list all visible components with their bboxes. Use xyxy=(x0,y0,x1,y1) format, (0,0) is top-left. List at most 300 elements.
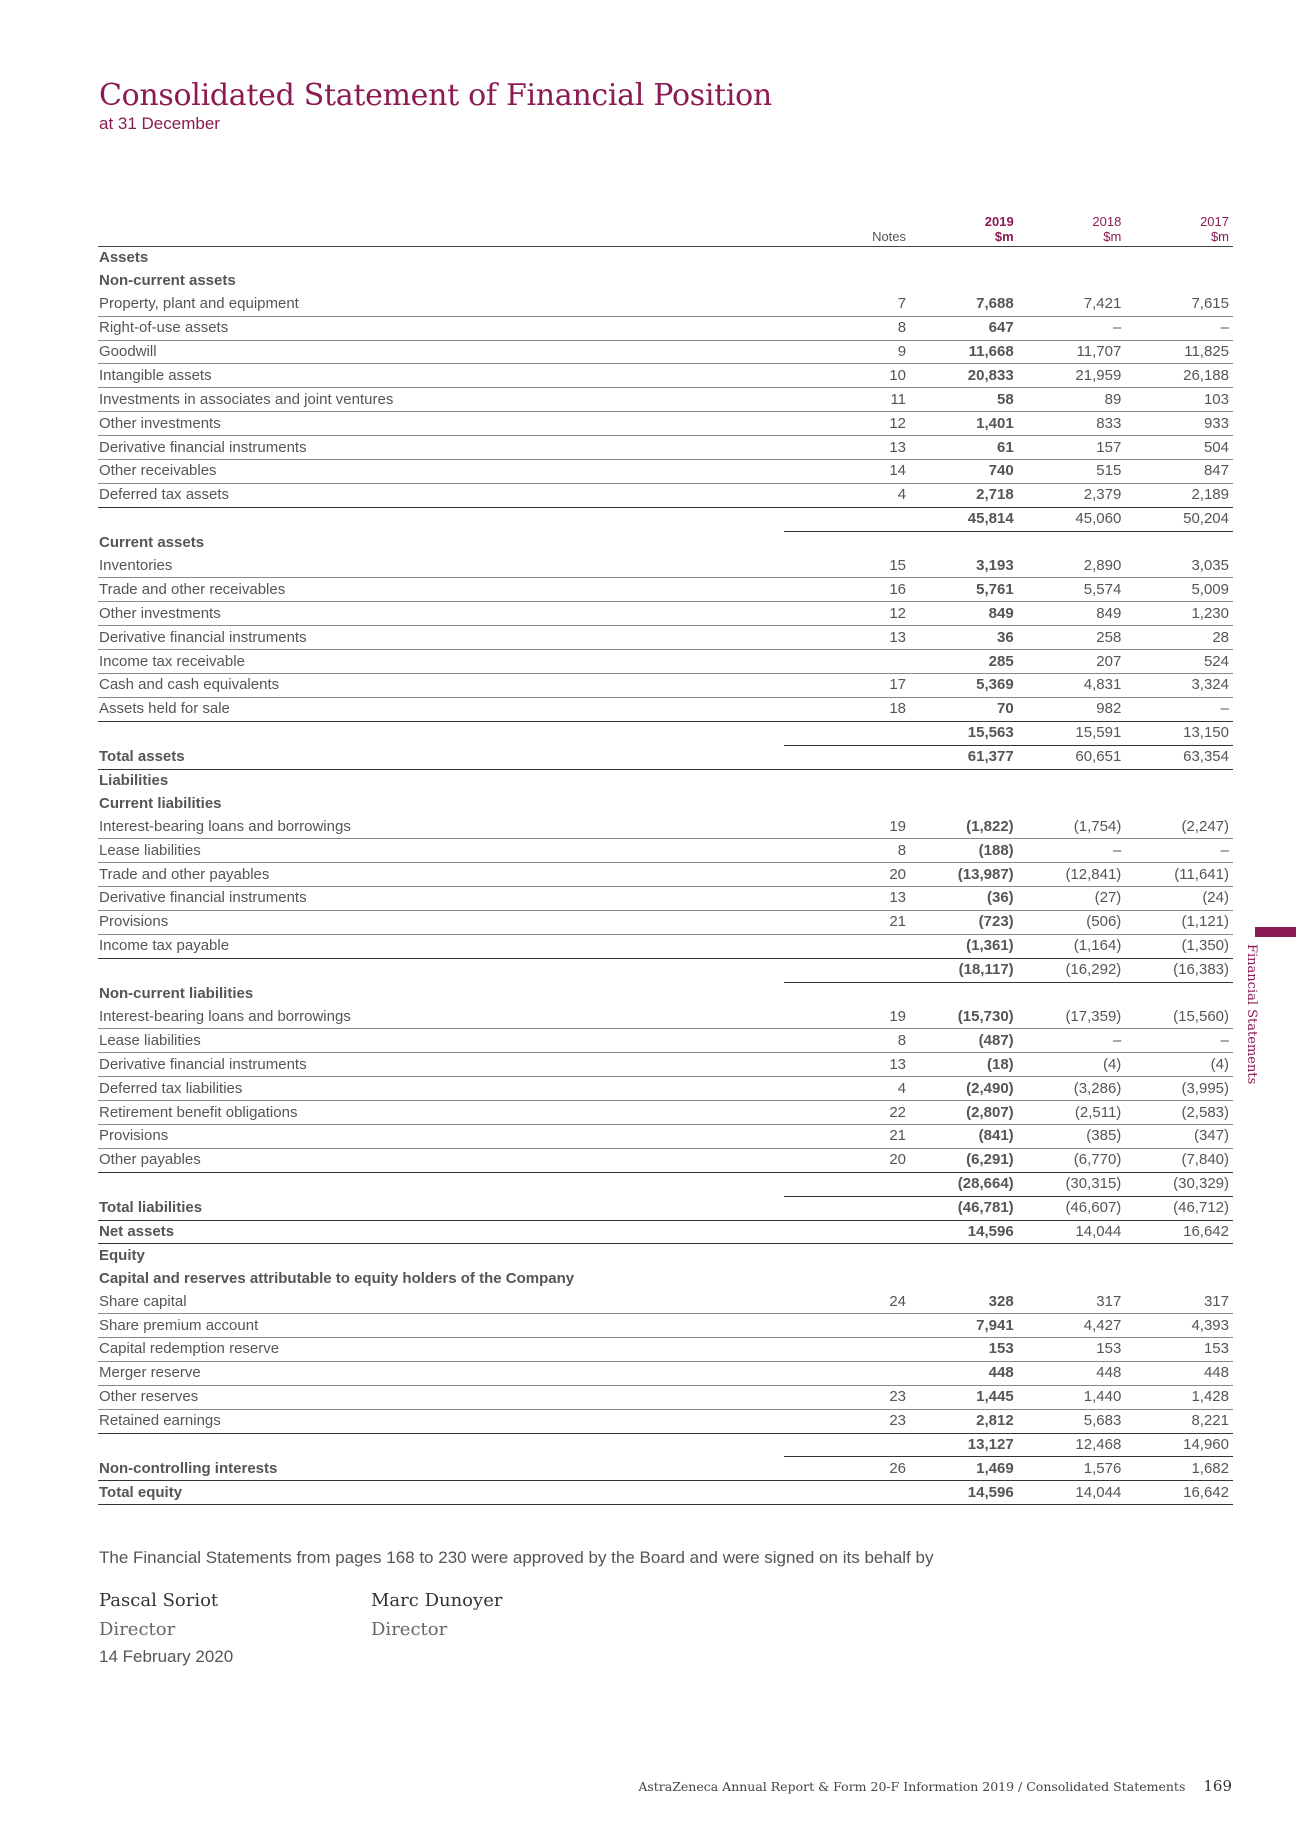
value-2019: 5,761 xyxy=(910,578,1018,602)
value-2017: 13,150 xyxy=(1125,721,1233,745)
value-2017: (1,350) xyxy=(1125,934,1233,958)
row-label: Share capital xyxy=(98,1290,784,1313)
table-row xyxy=(98,1053,1233,1077)
total-row xyxy=(98,745,1233,769)
value-2017: (46,712) xyxy=(1125,1196,1233,1220)
value-2018: (27) xyxy=(1018,887,1126,911)
row-label: Total liabilities xyxy=(98,1196,784,1220)
table-row xyxy=(98,1409,1233,1433)
value-2018: 11,707 xyxy=(1018,340,1126,364)
row-notes xyxy=(784,1481,910,1505)
value-2019: 7,941 xyxy=(910,1314,1018,1338)
value-2019: 647 xyxy=(910,316,1018,340)
value-2017: 1,230 xyxy=(1125,602,1233,626)
value-2017: 103 xyxy=(1125,388,1233,412)
value-2017: 14,960 xyxy=(1125,1433,1233,1457)
value-2019: 14,596 xyxy=(910,1220,1018,1244)
row-notes: 12 xyxy=(784,602,910,626)
row-label: Capital redemption reserve xyxy=(98,1337,784,1361)
page-title: Consolidated Statement of Financial Position xyxy=(99,78,772,113)
row-label: Interest-bearing loans and borrowings xyxy=(98,815,784,838)
row-notes xyxy=(784,1361,910,1385)
value-2017: – xyxy=(1125,697,1233,721)
value-2017: 847 xyxy=(1125,460,1233,484)
section-heading-row xyxy=(98,531,1233,554)
section-heading: Capital and reserves attributable to equity holders of the Company xyxy=(99,1269,575,1287)
row-notes xyxy=(784,1433,910,1457)
row-notes: 15 xyxy=(784,555,910,578)
value-2019: 1,469 xyxy=(910,1457,1018,1481)
row-label: Trade and other payables xyxy=(98,863,784,887)
value-2018: 157 xyxy=(1018,436,1126,460)
subtotal-row xyxy=(98,507,1233,531)
value-2018: 5,574 xyxy=(1018,578,1126,602)
row-label: Share premium account xyxy=(98,1314,784,1338)
value-2018: 12,468 xyxy=(1018,1433,1126,1457)
header-notes: Notes xyxy=(784,212,910,247)
value-2019: (18) xyxy=(910,1053,1018,1077)
value-2019: 14,596 xyxy=(910,1481,1018,1505)
value-2019: 1,445 xyxy=(910,1385,1018,1409)
row-notes: 24 xyxy=(784,1290,910,1313)
value-2018: 515 xyxy=(1018,460,1126,484)
value-2018: 4,831 xyxy=(1018,674,1126,698)
value-2019: 5,369 xyxy=(910,674,1018,698)
value-2017: 524 xyxy=(1125,650,1233,674)
row-label: Right-of-use assets xyxy=(98,316,784,340)
table-row xyxy=(98,436,1233,460)
value-2017: 16,642 xyxy=(1125,1220,1233,1244)
value-2019: 2,718 xyxy=(910,483,1018,507)
value-2017: 504 xyxy=(1125,436,1233,460)
value-2017: 4,393 xyxy=(1125,1314,1233,1338)
value-2017: (3,995) xyxy=(1125,1077,1233,1101)
row-label: Income tax payable xyxy=(98,934,784,958)
table-row xyxy=(98,1124,1233,1148)
table-row xyxy=(98,578,1233,602)
row-notes: 20 xyxy=(784,863,910,887)
row-label: Retirement benefit obligations xyxy=(98,1101,784,1125)
value-2019: (723) xyxy=(910,910,1018,934)
value-2018: 982 xyxy=(1018,697,1126,721)
row-label: Non-controlling interests xyxy=(98,1457,784,1481)
row-notes xyxy=(784,1196,910,1220)
row-label: Interest-bearing loans and borrowings xyxy=(98,1006,784,1029)
financial-position-table xyxy=(98,212,1233,1505)
value-2018: (46,607) xyxy=(1018,1196,1126,1220)
value-2018: 14,044 xyxy=(1018,1220,1126,1244)
table-header-row xyxy=(98,212,1233,247)
table-row xyxy=(98,1361,1233,1385)
page-footer xyxy=(638,1777,1232,1795)
value-2017: 3,035 xyxy=(1125,555,1233,578)
row-notes: 8 xyxy=(784,1029,910,1053)
subtotal-row xyxy=(98,721,1233,745)
value-2017: 7,615 xyxy=(1125,293,1233,316)
value-2017: (4) xyxy=(1125,1053,1233,1077)
row-label: Deferred tax assets xyxy=(98,483,784,507)
row-notes: 4 xyxy=(784,1077,910,1101)
signatory-1-role: Director xyxy=(99,1619,176,1640)
value-2019: (188) xyxy=(910,839,1018,863)
value-2018: (17,359) xyxy=(1018,1006,1126,1029)
row-notes: 12 xyxy=(784,412,910,436)
value-2017: (24) xyxy=(1125,887,1233,911)
row-notes: 22 xyxy=(784,1101,910,1125)
value-2017: 26,188 xyxy=(1125,364,1233,388)
row-notes: 21 xyxy=(784,1124,910,1148)
table-row xyxy=(98,1314,1233,1338)
section-heading: Current assets xyxy=(99,534,205,552)
table-row xyxy=(98,626,1233,650)
row-label: Cash and cash equivalents xyxy=(98,674,784,698)
value-2018: 1,576 xyxy=(1018,1457,1126,1481)
value-2017: – xyxy=(1125,839,1233,863)
table-row xyxy=(98,863,1233,887)
value-2017: 933 xyxy=(1125,412,1233,436)
value-2019: 3,193 xyxy=(910,555,1018,578)
row-label xyxy=(98,721,784,745)
value-2017: 2,189 xyxy=(1125,483,1233,507)
total-row xyxy=(98,1220,1233,1244)
signatory-2-name: Marc Dunoyer xyxy=(371,1590,503,1611)
value-2019: (2,490) xyxy=(910,1077,1018,1101)
total-row xyxy=(98,1457,1233,1481)
row-label: Trade and other receivables xyxy=(98,578,784,602)
row-label: Other reserves xyxy=(98,1385,784,1409)
value-2017: – xyxy=(1125,316,1233,340)
footer-text: AstraZeneca Annual Report & Form 20-F Information 2019 / Consolidated Statements xyxy=(638,1779,1186,1794)
table-row xyxy=(98,674,1233,698)
value-2019: (487) xyxy=(910,1029,1018,1053)
row-label: Income tax receivable xyxy=(98,650,784,674)
section-heading-row xyxy=(98,1244,1233,1267)
value-2018: (30,315) xyxy=(1018,1172,1126,1196)
value-2018: 5,683 xyxy=(1018,1409,1126,1433)
value-2018: (6,770) xyxy=(1018,1148,1126,1172)
value-2017: (2,247) xyxy=(1125,815,1233,838)
approval-date: 14 February 2020 xyxy=(99,1647,234,1666)
row-label: Lease liabilities xyxy=(98,839,784,863)
value-2019: 20,833 xyxy=(910,364,1018,388)
value-2018: 833 xyxy=(1018,412,1126,436)
value-2019: 2,812 xyxy=(910,1409,1018,1433)
row-notes: 13 xyxy=(784,436,910,460)
value-2019: (1,361) xyxy=(910,934,1018,958)
value-2017: (15,560) xyxy=(1125,1006,1233,1029)
row-label: Property, plant and equipment xyxy=(98,293,784,316)
section-heading-row xyxy=(98,1267,1233,1290)
row-label: Lease liabilities xyxy=(98,1029,784,1053)
value-2017: 317 xyxy=(1125,1290,1233,1313)
table-row xyxy=(98,887,1233,911)
value-2017: (11,641) xyxy=(1125,863,1233,887)
section-heading: Liabilities xyxy=(99,772,169,790)
table-body xyxy=(98,247,1233,1505)
value-2018: (506) xyxy=(1018,910,1126,934)
value-2018: 448 xyxy=(1018,1361,1126,1385)
header-2017: 2017 $m xyxy=(1125,212,1233,247)
value-2018: 7,421 xyxy=(1018,293,1126,316)
signatory-1-name: Pascal Soriot xyxy=(99,1590,219,1611)
value-2018: (2,511) xyxy=(1018,1101,1126,1125)
row-notes: 4 xyxy=(784,483,910,507)
table-row xyxy=(98,697,1233,721)
table-row xyxy=(98,1290,1233,1313)
value-2018: – xyxy=(1018,316,1126,340)
row-label: Merger reserve xyxy=(98,1361,784,1385)
value-2018: (385) xyxy=(1018,1124,1126,1148)
total-row xyxy=(98,1481,1233,1505)
row-notes: 20 xyxy=(784,1148,910,1172)
row-label xyxy=(98,1433,784,1457)
row-label: Derivative financial instruments xyxy=(98,887,784,911)
row-notes: 18 xyxy=(784,697,910,721)
table-row xyxy=(98,340,1233,364)
row-label: Retained earnings xyxy=(98,1409,784,1433)
value-2019: (6,291) xyxy=(910,1148,1018,1172)
value-2019: (15,730) xyxy=(910,1006,1018,1029)
section-heading: Assets xyxy=(99,249,149,267)
value-2018: (1,164) xyxy=(1018,934,1126,958)
value-2018: 21,959 xyxy=(1018,364,1126,388)
approval-statement: The Financial Statements from pages 168 to 230 were approved by the Board and were signed on its behalf by xyxy=(99,1548,934,1567)
row-label: Derivative financial instruments xyxy=(98,1053,784,1077)
value-2019: 153 xyxy=(910,1337,1018,1361)
subtotal-row xyxy=(98,958,1233,982)
value-2018: (3,286) xyxy=(1018,1077,1126,1101)
value-2019: 13,127 xyxy=(910,1433,1018,1457)
row-notes xyxy=(784,650,910,674)
row-label: Other investments xyxy=(98,602,784,626)
value-2017: 3,324 xyxy=(1125,674,1233,698)
value-2019: (18,117) xyxy=(910,958,1018,982)
value-2019: 1,401 xyxy=(910,412,1018,436)
value-2017: 5,009 xyxy=(1125,578,1233,602)
value-2019: 448 xyxy=(910,1361,1018,1385)
value-2019: (36) xyxy=(910,887,1018,911)
row-notes: 19 xyxy=(784,815,910,838)
value-2017: 8,221 xyxy=(1125,1409,1233,1433)
row-notes: 21 xyxy=(784,910,910,934)
value-2019: 849 xyxy=(910,602,1018,626)
value-2019: (28,664) xyxy=(910,1172,1018,1196)
value-2017: (16,383) xyxy=(1125,958,1233,982)
row-label xyxy=(98,507,784,531)
row-label: Total assets xyxy=(98,745,784,769)
value-2019: (46,781) xyxy=(910,1196,1018,1220)
row-label: Provisions xyxy=(98,910,784,934)
section-heading-row xyxy=(98,247,1233,270)
row-notes: 26 xyxy=(784,1457,910,1481)
header-2018: 2018 $m xyxy=(1018,212,1126,247)
page-subtitle: at 31 December xyxy=(99,114,220,133)
value-2018: 14,044 xyxy=(1018,1481,1126,1505)
row-label: Other payables xyxy=(98,1148,784,1172)
table-row xyxy=(98,815,1233,838)
value-2017: (1,121) xyxy=(1125,910,1233,934)
value-2017: 153 xyxy=(1125,1337,1233,1361)
value-2017: 28 xyxy=(1125,626,1233,650)
row-label: Net assets xyxy=(98,1220,784,1244)
row-notes xyxy=(784,507,910,531)
value-2018: 15,591 xyxy=(1018,721,1126,745)
row-notes: 9 xyxy=(784,340,910,364)
section-heading-row xyxy=(98,982,1233,1005)
section-tab-marker xyxy=(1255,927,1296,937)
row-notes xyxy=(784,1220,910,1244)
table-row xyxy=(98,1385,1233,1409)
value-2017: (30,329) xyxy=(1125,1172,1233,1196)
value-2018: 1,440 xyxy=(1018,1385,1126,1409)
table-row xyxy=(98,293,1233,316)
value-2019: (13,987) xyxy=(910,863,1018,887)
value-2019: 58 xyxy=(910,388,1018,412)
row-label: Investments in associates and joint ventures xyxy=(98,388,784,412)
row-notes: 11 xyxy=(784,388,910,412)
value-2019: 11,668 xyxy=(910,340,1018,364)
row-label: Derivative financial instruments xyxy=(98,626,784,650)
row-notes: 13 xyxy=(784,1053,910,1077)
row-label: Other receivables xyxy=(98,460,784,484)
row-notes: 8 xyxy=(784,839,910,863)
row-notes: 14 xyxy=(784,460,910,484)
row-notes: 10 xyxy=(784,364,910,388)
value-2018: 317 xyxy=(1018,1290,1126,1313)
table-row xyxy=(98,1101,1233,1125)
section-heading: Equity xyxy=(99,1246,145,1264)
header-2019: 2019 $m xyxy=(910,212,1018,247)
table-row xyxy=(98,1006,1233,1029)
value-2017: 448 xyxy=(1125,1361,1233,1385)
table-row xyxy=(98,1337,1233,1361)
table-row xyxy=(98,364,1233,388)
value-2019: 285 xyxy=(910,650,1018,674)
row-notes xyxy=(784,958,910,982)
row-label: Assets held for sale xyxy=(98,697,784,721)
value-2018: 89 xyxy=(1018,388,1126,412)
row-notes xyxy=(784,1314,910,1338)
table-row xyxy=(98,602,1233,626)
value-2018: 153 xyxy=(1018,1337,1126,1361)
table-row xyxy=(98,388,1233,412)
value-2019: 45,814 xyxy=(910,507,1018,531)
row-notes: 23 xyxy=(784,1409,910,1433)
table-row xyxy=(98,555,1233,578)
value-2018: 849 xyxy=(1018,602,1126,626)
value-2018: 60,651 xyxy=(1018,745,1126,769)
value-2019: (2,807) xyxy=(910,1101,1018,1125)
row-notes: 17 xyxy=(784,674,910,698)
table-row xyxy=(98,1148,1233,1172)
row-label: Deferred tax liabilities xyxy=(98,1077,784,1101)
value-2017: (7,840) xyxy=(1125,1148,1233,1172)
row-notes: 16 xyxy=(784,578,910,602)
value-2017: 1,428 xyxy=(1125,1385,1233,1409)
table-row xyxy=(98,483,1233,507)
section-heading: Non-current liabilities xyxy=(99,985,254,1003)
value-2017: 1,682 xyxy=(1125,1457,1233,1481)
value-2018: (4) xyxy=(1018,1053,1126,1077)
value-2018: 207 xyxy=(1018,650,1126,674)
table-row xyxy=(98,650,1233,674)
table-row xyxy=(98,910,1233,934)
section-heading-row xyxy=(98,270,1233,293)
section-heading-row xyxy=(98,769,1233,792)
value-2017: 50,204 xyxy=(1125,507,1233,531)
table-row xyxy=(98,412,1233,436)
value-2019: (1,822) xyxy=(910,815,1018,838)
value-2019: 740 xyxy=(910,460,1018,484)
value-2017: (347) xyxy=(1125,1124,1233,1148)
row-notes xyxy=(784,745,910,769)
row-notes xyxy=(784,934,910,958)
value-2018: (16,292) xyxy=(1018,958,1126,982)
table-row xyxy=(98,316,1233,340)
value-2019: 7,688 xyxy=(910,293,1018,316)
value-2017: 63,354 xyxy=(1125,745,1233,769)
value-2018: 2,379 xyxy=(1018,483,1126,507)
row-notes xyxy=(784,721,910,745)
value-2018: 45,060 xyxy=(1018,507,1126,531)
row-label: Provisions xyxy=(98,1124,784,1148)
value-2019: 70 xyxy=(910,697,1018,721)
row-notes: 7 xyxy=(784,293,910,316)
value-2019: 15,563 xyxy=(910,721,1018,745)
subtotal-row xyxy=(98,1433,1233,1457)
row-label: Goodwill xyxy=(98,340,784,364)
value-2018: 258 xyxy=(1018,626,1126,650)
value-2018: 2,890 xyxy=(1018,555,1126,578)
value-2019: 36 xyxy=(910,626,1018,650)
value-2017: (2,583) xyxy=(1125,1101,1233,1125)
row-notes: 19 xyxy=(784,1006,910,1029)
table-row xyxy=(98,1077,1233,1101)
row-notes: 13 xyxy=(784,626,910,650)
row-notes: 8 xyxy=(784,316,910,340)
value-2018: 4,427 xyxy=(1018,1314,1126,1338)
page-number: 169 xyxy=(1203,1777,1232,1795)
value-2019: (841) xyxy=(910,1124,1018,1148)
header-label xyxy=(98,212,784,247)
row-label xyxy=(98,1172,784,1196)
subtotal-row xyxy=(98,1172,1233,1196)
value-2017: 16,642 xyxy=(1125,1481,1233,1505)
total-row xyxy=(98,1196,1233,1220)
row-label: Derivative financial instruments xyxy=(98,436,784,460)
value-2019: 61 xyxy=(910,436,1018,460)
value-2019: 61,377 xyxy=(910,745,1018,769)
row-label: Inventories xyxy=(98,555,784,578)
value-2018: – xyxy=(1018,839,1126,863)
row-label: Other investments xyxy=(98,412,784,436)
table-row xyxy=(98,934,1233,958)
row-label: Intangible assets xyxy=(98,364,784,388)
table-row xyxy=(98,460,1233,484)
section-heading: Current liabilities xyxy=(99,794,222,812)
table-row xyxy=(98,839,1233,863)
row-notes: 13 xyxy=(784,887,910,911)
value-2019: 328 xyxy=(910,1290,1018,1313)
value-2018: – xyxy=(1018,1029,1126,1053)
section-heading: Non-current assets xyxy=(99,272,236,290)
section-side-label: Financial Statements xyxy=(1244,944,1259,1085)
value-2017: 11,825 xyxy=(1125,340,1233,364)
signatory-2-role: Director xyxy=(371,1619,448,1640)
value-2018: (12,841) xyxy=(1018,863,1126,887)
row-label: Total equity xyxy=(98,1481,784,1505)
row-notes xyxy=(784,1172,910,1196)
